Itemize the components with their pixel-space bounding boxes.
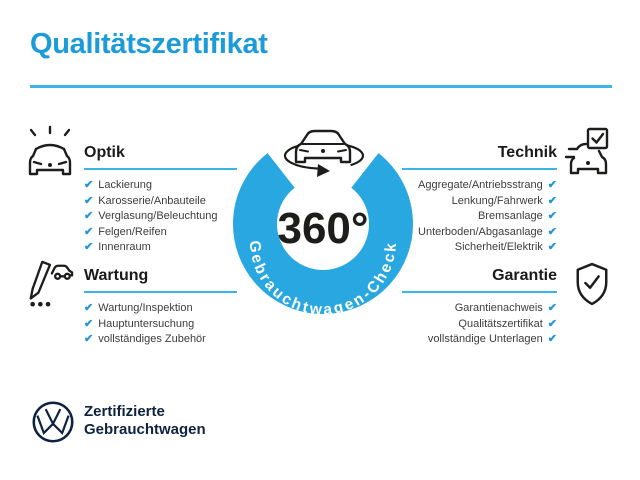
- check-icon: ✔: [84, 194, 94, 207]
- list-item-label: Verglasung/Beleuchtung: [98, 210, 218, 222]
- list-item: [402, 240, 557, 256]
- list-item: [402, 178, 557, 194]
- list-item-label: Aggregate/Antriebsstrang: [418, 179, 543, 191]
- car-rotation-icon: [285, 131, 363, 177]
- list-item: [402, 317, 557, 333]
- list-item-label: Lenkung/Fahrwerk: [451, 194, 543, 207]
- list-item-label: Wartung/Inspektion: [98, 302, 193, 314]
- list-item: [402, 194, 557, 210]
- list-item: [84, 317, 237, 333]
- section-wartung: [84, 267, 237, 348]
- technik-checklist: [402, 178, 557, 256]
- brand-line-1: Zertifizierte: [84, 403, 165, 420]
- list-item-label: Qualitätszertifikat: [458, 317, 543, 330]
- check-icon: ✔: [547, 225, 557, 238]
- list-item-label: Unterboden/Abgasanlage: [418, 225, 543, 238]
- pencil-car-checklist-icon: [24, 258, 74, 315]
- brand-claim: [84, 403, 206, 439]
- list-item: [402, 301, 557, 317]
- list-item: [84, 332, 237, 348]
- check-icon: ✔: [84, 333, 94, 345]
- section-garantie: [402, 267, 557, 348]
- check-icon: ✔: [84, 241, 94, 253]
- list-item: [84, 225, 237, 241]
- list-item: [84, 178, 237, 194]
- car-checkbox-icon: [561, 126, 611, 181]
- list-item: [84, 240, 237, 256]
- optik-checklist: [84, 178, 237, 256]
- garantie-checklist: [402, 301, 557, 348]
- list-item: [402, 332, 557, 348]
- center-360-badge: [223, 116, 423, 331]
- list-item: [84, 301, 237, 317]
- title-divider: [30, 85, 612, 88]
- page-title: Qualitätszertifikat: [30, 28, 268, 60]
- check-icon: ✔: [547, 241, 557, 253]
- list-item-label: vollständige Unterlagen: [427, 333, 543, 345]
- badge-ring-label: Gebrauchtwagen-Check: [245, 239, 401, 319]
- section-title-garantie: Garantie: [402, 267, 557, 293]
- section-title-optik: Optik: [84, 144, 237, 170]
- section-optik: [84, 144, 237, 256]
- list-item-label: Sicherheit/Elektrik: [454, 241, 543, 253]
- check-icon: ✔: [547, 210, 557, 222]
- brand-line-2: Gebrauchtwagen: [84, 421, 206, 438]
- check-icon: ✔: [547, 302, 557, 314]
- list-item-label: Bremsanlage: [477, 210, 543, 222]
- list-item: [402, 209, 557, 225]
- list-item-label: Lackierung: [98, 179, 153, 191]
- list-item-label: Karosserie/Anbauteile: [98, 194, 206, 207]
- check-icon: ✔: [547, 333, 557, 345]
- check-icon: ✔: [84, 225, 94, 238]
- list-item-label: vollständiges Zubehör: [98, 333, 206, 345]
- section-title-technik: Technik: [402, 144, 557, 170]
- list-item: [84, 209, 237, 225]
- list-item-label: Innenraum: [98, 241, 151, 253]
- list-item: [402, 225, 557, 241]
- list-item-label: Felgen/Reifen: [98, 225, 167, 238]
- check-icon: ✔: [84, 210, 94, 222]
- car-front-shine-icon: [26, 124, 74, 181]
- list-item: [84, 194, 237, 210]
- check-icon: ✔: [547, 194, 557, 207]
- check-icon: ✔: [547, 317, 557, 330]
- list-item-label: Hauptuntersuchung: [98, 317, 195, 330]
- shield-check-icon: [573, 261, 611, 312]
- badge-value: 360°: [277, 204, 369, 253]
- list-item-label: Garantienachweis: [454, 302, 543, 314]
- check-icon: ✔: [84, 302, 94, 314]
- check-icon: ✔: [84, 317, 94, 330]
- check-icon: ✔: [84, 179, 94, 191]
- wartung-checklist: [84, 301, 237, 348]
- section-technik: [402, 144, 557, 256]
- vw-logo: [31, 400, 75, 449]
- section-title-wartung: Wartung: [84, 267, 237, 293]
- check-icon: ✔: [547, 179, 557, 191]
